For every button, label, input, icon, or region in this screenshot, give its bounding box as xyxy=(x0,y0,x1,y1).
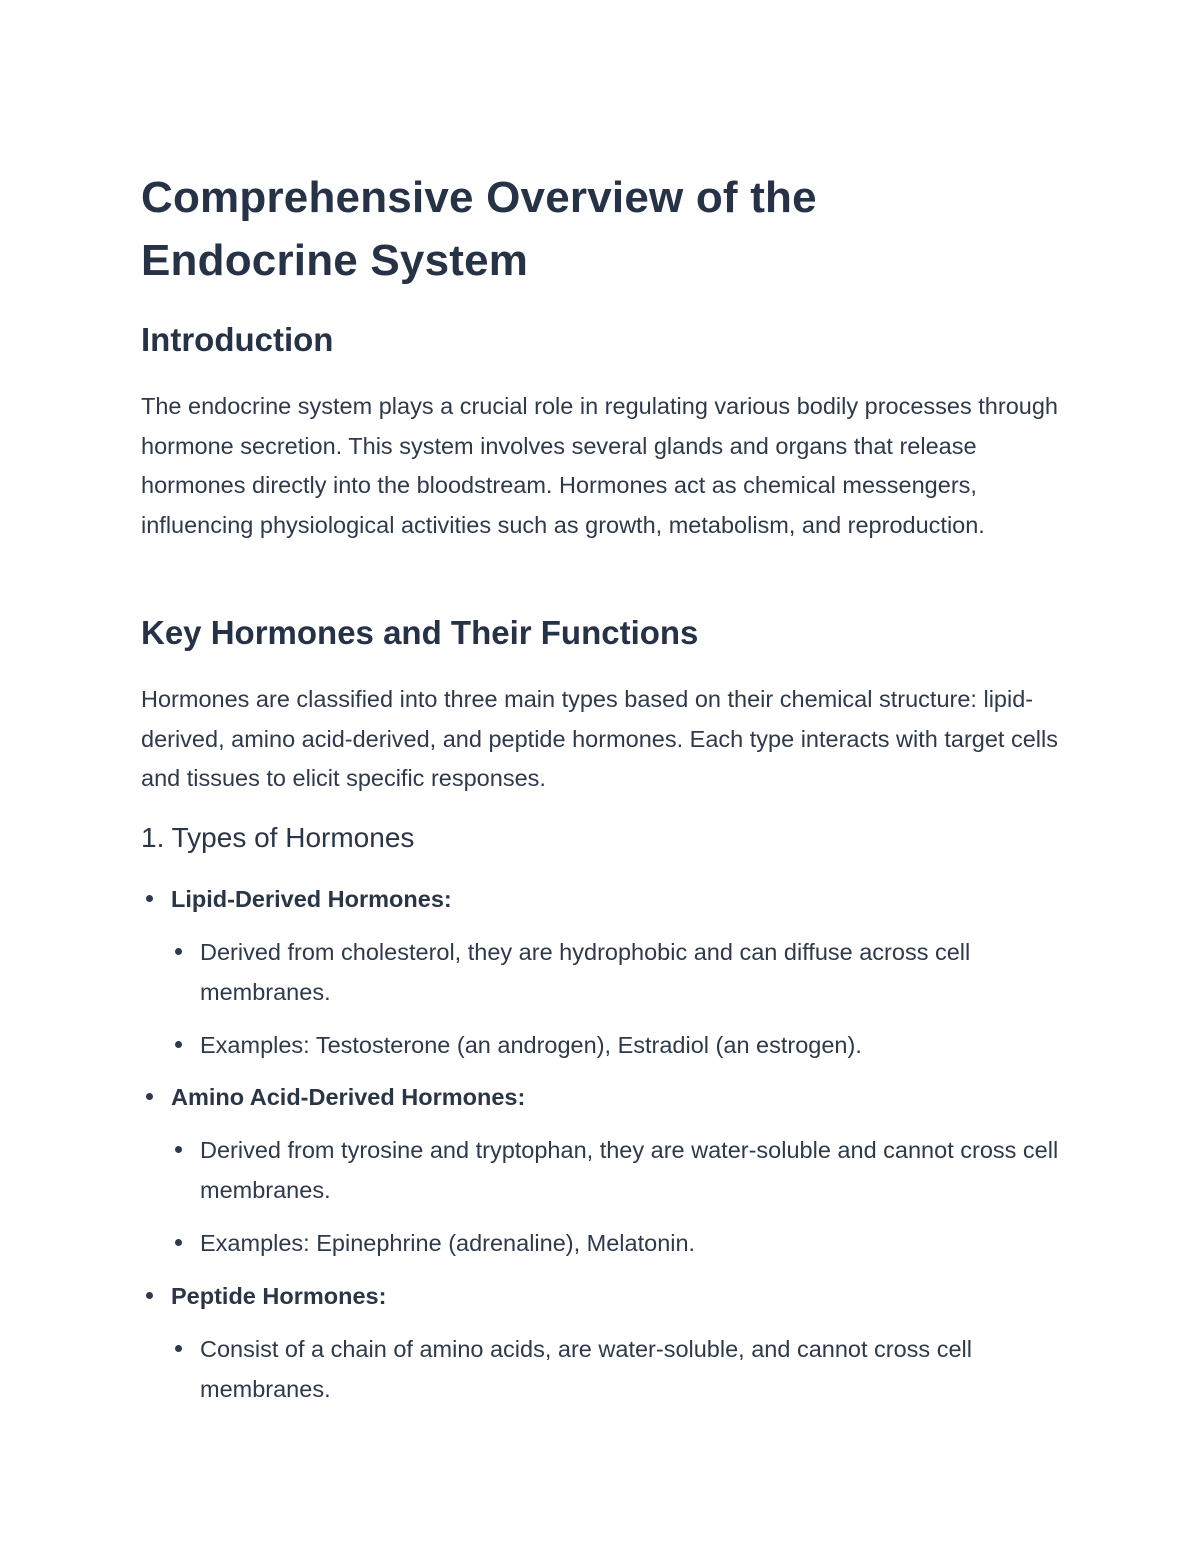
list-item-label: Lipid-Derived Hormones: xyxy=(171,886,452,912)
sub-list-item-text: Consist of a chain of amino acids, are water-soluble, and cannot cross cell membranes. xyxy=(200,1336,972,1402)
list-item-label: Amino Acid-Derived Hormones: xyxy=(171,1084,526,1110)
bullet-icon xyxy=(175,1041,182,1048)
bullet-icon xyxy=(146,895,153,902)
sub-list-item xyxy=(200,1223,1070,1263)
sub-list-item xyxy=(200,1025,1070,1065)
sub-list-item xyxy=(200,1329,1070,1409)
bullet-icon xyxy=(175,1239,182,1246)
intro-paragraph: The endocrine system plays a crucial role in regulating various bodily processes through hormone secretion. This system involves several glands and organs that release hormones directly into the bloodstream. Hormones act as chemical messengers, influencing physiological activities such as growth, metabolism, and reproduction. xyxy=(141,393,1058,538)
bullet-icon xyxy=(175,948,182,955)
key-hormones-heading: Key Hormones and Their Functions xyxy=(141,614,699,651)
key-hormones-paragraph: Hormones are classified into three main types based on their chemical structure: lipid-derived, amino acid-derived, and peptide hormones. Each type interacts with target cells and tissues to elicit specific responses. xyxy=(141,686,1058,791)
bullet-icon xyxy=(175,1146,182,1153)
bullet-icon xyxy=(175,1345,182,1352)
sub-list-item-text: Examples: Testosterone (an androgen), Estradiol (an estrogen). xyxy=(200,1032,862,1058)
list-item-label: Peptide Hormones: xyxy=(171,1283,387,1309)
sub-list-item xyxy=(200,1130,1070,1210)
sub-list-item xyxy=(200,932,1070,1012)
document-title: Comprehensive Overview of the Endocrine System xyxy=(141,173,817,285)
bullet-icon xyxy=(146,1093,153,1100)
list-item-amino-acid xyxy=(171,1077,1051,1117)
sub-list-item-text: Derived from cholesterol, they are hydrophobic and can diffuse across cell membranes. xyxy=(200,939,971,1005)
bullet-icon xyxy=(146,1292,153,1299)
list-item-peptide xyxy=(171,1276,1051,1316)
intro-heading: Introduction xyxy=(141,321,334,358)
types-heading: 1. Types of Hormones xyxy=(141,822,415,853)
sub-list-item-text: Derived from tyrosine and tryptophan, they are water-soluble and cannot cross cell membranes. xyxy=(200,1137,1059,1203)
list-item-lipid xyxy=(171,879,1051,919)
sub-list-item-text: Examples: Epinephrine (adrenaline), Melatonin. xyxy=(200,1230,696,1256)
